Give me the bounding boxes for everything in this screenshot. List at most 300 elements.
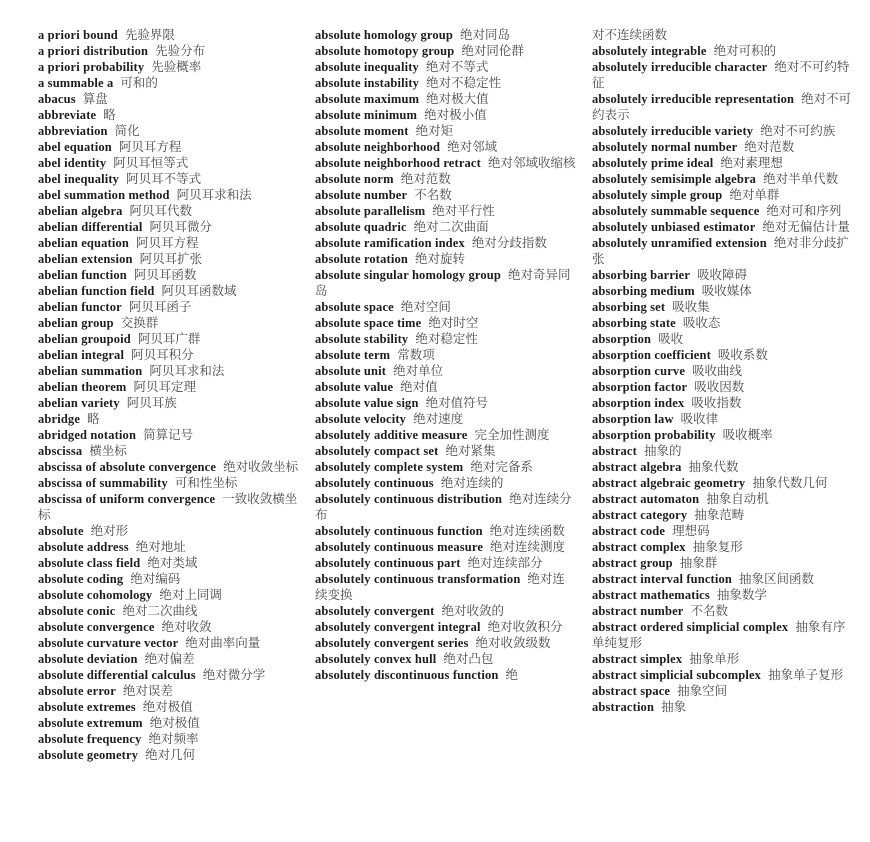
entry-term: absolute value sign xyxy=(315,396,419,410)
dictionary-entry xyxy=(38,587,299,603)
dictionary-entry xyxy=(315,267,576,299)
entry-definition: 阿贝耳求和法 xyxy=(176,188,252,202)
dictionary-entry xyxy=(315,523,576,539)
entry-term: a priori distribution xyxy=(38,44,149,58)
entry-definition: 绝对分歧指数 xyxy=(471,236,547,250)
dictionary-column-3 xyxy=(592,27,853,842)
entry-definition: 抽象自动机 xyxy=(706,492,769,506)
dictionary-entry xyxy=(315,395,576,411)
dictionary-entry xyxy=(38,363,299,379)
entry-definition: 绝对不稳定性 xyxy=(426,76,502,90)
entry-definition: 绝对收敛坐标 xyxy=(223,460,299,474)
dictionary-entry xyxy=(592,491,853,507)
entry-term: absolute velocity xyxy=(315,412,407,426)
entry-term: absolute coding xyxy=(38,572,124,586)
entry-term: abscissa of uniform convergence xyxy=(38,492,216,506)
entry-definition: 绝对速度 xyxy=(413,412,464,426)
entry-definition: 抽象有序单纯复形 xyxy=(592,620,846,650)
entry-definition: 阿贝耳函子 xyxy=(128,300,192,314)
dictionary-entry xyxy=(592,171,853,187)
entry-definition: 吸收 xyxy=(658,332,684,346)
dictionary-entry xyxy=(592,587,853,603)
dictionary-entry xyxy=(315,491,576,523)
entry-term: absolute class field xyxy=(38,556,141,570)
dictionary-entry xyxy=(592,443,853,459)
entry-term: absolutely additive measure xyxy=(315,428,468,442)
dictionary-entry xyxy=(592,155,853,171)
entry-definition: 阿贝耳代数 xyxy=(129,204,193,218)
entry-definition: 绝对二次曲线 xyxy=(122,604,198,618)
entry-definition: 绝对素理想 xyxy=(720,156,783,170)
dictionary-entry xyxy=(592,619,853,651)
entry-term: absolute error xyxy=(38,684,116,698)
entry-term: absolutely irreducible character xyxy=(592,60,768,74)
entry-term: absolutely continuous function xyxy=(315,524,483,538)
entry-term: abelian algebra xyxy=(38,204,123,218)
dictionary-entry xyxy=(38,603,299,619)
entry-definition: 绝对不等式 xyxy=(425,60,489,74)
entry-definition: 绝对连续变换 xyxy=(315,572,565,602)
entry-term: absorption coefficient xyxy=(592,348,711,362)
entry-term: a priori bound xyxy=(38,28,118,42)
entry-definition: 绝对半单代数 xyxy=(763,172,839,186)
dictionary-entry xyxy=(592,235,853,267)
entry-term: absolute inequality xyxy=(315,60,419,74)
entry-term: absolute differential calculus xyxy=(38,668,196,682)
entry-term: absolute extremes xyxy=(38,700,136,714)
entry-term: absolute deviation xyxy=(38,652,138,666)
dictionary-entry xyxy=(592,139,853,155)
entry-definition: 绝对几何 xyxy=(145,748,196,762)
dictionary-entry xyxy=(38,731,299,747)
dictionary-entry xyxy=(315,91,576,107)
entry-definition: 绝对曲率向量 xyxy=(185,636,261,650)
entry-definition: 抽象复形 xyxy=(692,540,743,554)
entry-term: abelian theorem xyxy=(38,380,127,394)
entry-term: absolute curvature vector xyxy=(38,636,179,650)
entry-definition: 吸收律 xyxy=(680,412,719,426)
dictionary-entry xyxy=(38,187,299,203)
dictionary-entry xyxy=(592,555,853,571)
entry-definition: 绝对时空 xyxy=(428,316,479,330)
entry-definition: 阿贝耳族 xyxy=(126,396,177,410)
dictionary-entry xyxy=(315,651,576,667)
dictionary-entry xyxy=(592,363,853,379)
entry-term: abelian integral xyxy=(38,348,125,362)
dictionary-entry xyxy=(38,411,299,427)
entry-definition: 吸收障碍 xyxy=(697,268,748,282)
dictionary-entry xyxy=(315,347,576,363)
dictionary-entry xyxy=(38,283,299,299)
dictionary-entry xyxy=(38,635,299,651)
entry-definition: 不名数 xyxy=(690,604,728,618)
entry-term: abelian differential xyxy=(38,220,143,234)
entry-term: absolutely normal number xyxy=(592,140,738,154)
dictionary-entry xyxy=(38,251,299,267)
entry-term: absolute value xyxy=(315,380,394,394)
entry-definition: 可和的 xyxy=(120,76,158,90)
dictionary-entry xyxy=(315,75,576,91)
entry-definition: 抽象代数 xyxy=(688,460,739,474)
entry-definition: 绝对类域 xyxy=(147,556,198,570)
entry-term: absolute conic xyxy=(38,604,116,618)
entry-definition: 绝对地址 xyxy=(135,540,186,554)
dictionary-column-1 xyxy=(38,27,299,842)
entry-term: abridge xyxy=(38,412,81,426)
entry-definition: 吸收系数 xyxy=(717,348,768,362)
dictionary-entry xyxy=(38,43,299,59)
entry-term: abstract xyxy=(592,444,637,458)
entry-definition: 绝对二次曲面 xyxy=(413,220,489,234)
entry-definition: 先验分布 xyxy=(155,44,206,58)
dictionary-entry xyxy=(38,619,299,635)
dictionary-entry xyxy=(315,379,576,395)
entry-definition: 阿贝耳求和法 xyxy=(149,364,225,378)
entry-definition: 阿贝耳微分 xyxy=(149,220,213,234)
entry-definition: 抽象数学 xyxy=(716,588,767,602)
entry-term: absolute rotation xyxy=(315,252,408,266)
dictionary-entry xyxy=(38,715,299,731)
entry-term: absolutely continuous measure xyxy=(315,540,484,554)
entry-term: abbreviation xyxy=(38,124,108,138)
entry-definition: 绝对连续部分 xyxy=(467,556,543,570)
entry-definition: 阿贝耳函数域 xyxy=(161,284,237,298)
entry-definition: 绝对凸包 xyxy=(443,652,494,666)
entry-term: absorption law xyxy=(592,412,674,426)
entry-term: abstract group xyxy=(592,556,673,570)
entry-definition: 绝对可和序列 xyxy=(766,204,842,218)
entry-term: absorbing medium xyxy=(592,284,695,298)
dictionary-entry xyxy=(592,523,853,539)
entry-definition: 吸收指数 xyxy=(691,396,742,410)
dictionary-entry xyxy=(38,395,299,411)
dictionary-entry xyxy=(38,219,299,235)
entry-definition: 抽象 xyxy=(661,700,687,714)
dictionary-entry xyxy=(315,139,576,155)
dictionary-entry xyxy=(592,699,853,715)
entry-definition: 绝对频率 xyxy=(148,732,199,746)
dictionary-entry xyxy=(592,331,853,347)
dictionary-entry xyxy=(38,203,299,219)
dictionary-column-2 xyxy=(315,27,576,842)
entry-term: absolutely simple group xyxy=(592,188,723,202)
entry-term: absolutely discontinuous function xyxy=(315,668,499,682)
entry-term: abridged notation xyxy=(38,428,137,442)
entry-definition: 绝对稳定性 xyxy=(415,332,478,346)
dictionary-entry xyxy=(315,331,576,347)
entry-definition: 吸收媒体 xyxy=(701,284,752,298)
entry-definition: 绝对邻域收缩核 xyxy=(487,156,576,170)
entry-definition: 绝对紧集 xyxy=(445,444,496,458)
entry-definition: 一致收敛横坐标 xyxy=(38,492,298,522)
entry-definition: 横坐标 xyxy=(89,444,127,458)
dictionary-entry xyxy=(315,27,576,43)
entry-term: abel equation xyxy=(38,140,112,154)
dictionary-entry xyxy=(38,267,299,283)
entry-definition: 阿贝耳扩张 xyxy=(139,252,203,266)
entry-definition: 绝对误差 xyxy=(122,684,173,698)
entry-definition: 阿贝耳广群 xyxy=(137,332,201,346)
dictionary-entry xyxy=(38,347,299,363)
dictionary-entry xyxy=(592,59,853,91)
dictionary-entry xyxy=(315,315,576,331)
entry-term: absolutely continuous xyxy=(315,476,434,490)
dictionary-entry xyxy=(592,395,853,411)
entry-term: absolute maximum xyxy=(315,92,420,106)
entry-definition: 吸收态 xyxy=(682,316,721,330)
entry-definition: 绝对极值 xyxy=(149,716,200,730)
entry-definition: 完全加性测度 xyxy=(474,428,550,442)
entry-term: absolutely unramified extension xyxy=(592,236,767,250)
dictionary-entry xyxy=(315,619,576,635)
dictionary-entry xyxy=(592,683,853,699)
entry-term: absolute stability xyxy=(315,332,409,346)
dictionary-entry xyxy=(38,747,299,763)
entry-term: abstraction xyxy=(592,700,655,714)
entry-term: absolute neighborhood xyxy=(315,140,441,154)
dictionary-entry xyxy=(38,171,299,187)
entry-definition: 先验概率 xyxy=(151,60,202,74)
dictionary-entry xyxy=(38,27,299,43)
dictionary-entry-continuation xyxy=(592,27,853,43)
entry-definition: 交换群 xyxy=(120,316,159,330)
entry-definition: 绝对极小值 xyxy=(424,108,487,122)
entry-term: abstract algebra xyxy=(592,460,682,474)
dictionary-entry xyxy=(315,411,576,427)
entry-term: absorbing state xyxy=(592,316,676,330)
entry-definition: 绝对奇异同岛 xyxy=(315,268,571,298)
entry-term: absolutely integrable xyxy=(592,44,707,58)
entry-term: absolute frequency xyxy=(38,732,142,746)
entry-definition: 抽象群 xyxy=(679,556,718,570)
dictionary-entry xyxy=(315,427,576,443)
entry-term: abelian summation xyxy=(38,364,143,378)
entry-term: abstract mathematics xyxy=(592,588,710,602)
dictionary-entry xyxy=(38,123,299,139)
entry-definition: 绝 xyxy=(505,668,518,682)
entry-term: abelian equation xyxy=(38,236,129,250)
entry-term: a summable a xyxy=(38,76,114,90)
dictionary-entry xyxy=(315,635,576,651)
dictionary-entry xyxy=(592,411,853,427)
entry-definition: 绝对收敛积分 xyxy=(487,620,563,634)
dictionary-entry xyxy=(592,459,853,475)
dictionary-entry xyxy=(592,347,853,363)
entry-term: abelian extension xyxy=(38,252,133,266)
dictionary-entry xyxy=(315,667,576,683)
dictionary-entry xyxy=(315,187,576,203)
entry-term: absolute singular homology group xyxy=(315,268,501,282)
entry-definition: 抽象单形 xyxy=(689,652,740,666)
entry-term: abbreviate xyxy=(38,108,97,122)
entry-definition: 阿贝耳积分 xyxy=(131,348,194,362)
dictionary-entry xyxy=(38,699,299,715)
entry-definition: 简化 xyxy=(114,124,140,138)
dictionary-entry xyxy=(38,155,299,171)
entry-definition: 抽象单子复形 xyxy=(768,668,844,682)
entry-term: absolute xyxy=(38,524,84,538)
entry-definition: 阿贝耳定理 xyxy=(133,380,196,394)
entry-definition: 阿贝耳函数 xyxy=(133,268,197,282)
dictionary-entry xyxy=(592,283,853,299)
entry-definition: 绝对连续分布 xyxy=(315,492,572,522)
entry-term: absolutely continuous distribution xyxy=(315,492,503,506)
dictionary-entry xyxy=(38,299,299,315)
entry-definition: 绝对收敛的 xyxy=(441,604,504,618)
entry-definition: 对不连续函数 xyxy=(592,28,668,42)
entry-term: absolutely continuous transformation xyxy=(315,572,521,586)
entry-term: a priori probability xyxy=(38,60,145,74)
entry-term: absolute unit xyxy=(315,364,387,378)
entry-term: absolute quadric xyxy=(315,220,407,234)
entry-term: absolute term xyxy=(315,348,391,362)
entry-definition: 绝对无偏估计量 xyxy=(762,220,850,234)
entry-term: absolute moment xyxy=(315,124,409,138)
entry-term: absorption probability xyxy=(592,428,716,442)
dictionary-entry xyxy=(38,555,299,571)
dictionary-entry xyxy=(592,603,853,619)
entry-term: absolute parallelism xyxy=(315,204,426,218)
entry-term: absolute space time xyxy=(315,316,422,330)
entry-term: absolute homology group xyxy=(315,28,453,42)
entry-term: abel inequality xyxy=(38,172,120,186)
entry-definition: 绝对不可约表示 xyxy=(592,92,852,122)
dictionary-entry xyxy=(38,139,299,155)
dictionary-entry xyxy=(315,299,576,315)
entry-definition: 绝对完备系 xyxy=(470,460,533,474)
dictionary-entry xyxy=(592,187,853,203)
entry-definition: 不名数 xyxy=(414,188,452,202)
entry-definition: 吸收曲线 xyxy=(692,364,743,378)
dictionary-entry xyxy=(38,235,299,251)
entry-definition: 绝对矩 xyxy=(415,124,454,138)
entry-term: abscissa of absolute convergence xyxy=(38,460,217,474)
dictionary-entry xyxy=(315,539,576,555)
entry-definition: 吸收因数 xyxy=(694,380,745,394)
dictionary-entry xyxy=(315,459,576,475)
entry-term: absolutely prime ideal xyxy=(592,156,714,170)
dictionary-entry xyxy=(38,443,299,459)
entry-term: abstract ordered simplicial complex xyxy=(592,620,789,634)
entry-term: absorption curve xyxy=(592,364,686,378)
entry-definition: 绝对空间 xyxy=(400,300,451,314)
entry-definition: 绝对收敛级数 xyxy=(475,636,551,650)
entry-definition: 抽象的 xyxy=(643,444,682,458)
entry-definition: 绝对单群 xyxy=(729,188,780,202)
dictionary-entry xyxy=(315,219,576,235)
entry-definition: 常数项 xyxy=(397,348,435,362)
entry-definition: 阿贝耳方程 xyxy=(118,140,182,154)
entry-term: absolute extremum xyxy=(38,716,143,730)
entry-definition: 可和性坐标 xyxy=(174,476,238,490)
dictionary-entry xyxy=(38,75,299,91)
entry-term: absolutely convergent series xyxy=(315,636,469,650)
dictionary-entry xyxy=(38,331,299,347)
dictionary-entry xyxy=(315,555,576,571)
entry-definition: 抽象范畴 xyxy=(694,508,745,522)
entry-term: abstract algebraic geometry xyxy=(592,476,746,490)
entry-definition: 绝对偏差 xyxy=(144,652,195,666)
entry-definition: 绝对范数 xyxy=(400,172,451,186)
entry-definition: 绝对不可约特征 xyxy=(592,60,850,90)
entry-definition: 绝对不可约族 xyxy=(760,124,836,138)
dictionary-entry xyxy=(315,59,576,75)
dictionary-entry xyxy=(315,363,576,379)
entry-definition: 阿贝耳不等式 xyxy=(126,172,202,186)
entry-term: absolute norm xyxy=(315,172,394,186)
entry-definition: 抽象空间 xyxy=(677,684,728,698)
entry-term: absolutely convergent xyxy=(315,604,435,618)
entry-term: abelian function field xyxy=(38,284,155,298)
dictionary-entry xyxy=(592,91,853,123)
entry-term: absolute cohomology xyxy=(38,588,153,602)
entry-definition: 抽象代数几何 xyxy=(752,476,828,490)
entry-term: abstract complex xyxy=(592,540,686,554)
entry-definition: 略 xyxy=(103,108,116,122)
entry-term: absolutely summable sequence xyxy=(592,204,760,218)
dictionary-entry xyxy=(592,427,853,443)
dictionary-entry xyxy=(315,475,576,491)
entry-definition: 抽象区间函数 xyxy=(739,572,815,586)
entry-definition: 绝对上同调 xyxy=(159,588,222,602)
entry-definition: 算盘 xyxy=(82,92,108,106)
dictionary-entry xyxy=(592,43,853,59)
entry-term: abstract code xyxy=(592,524,666,538)
dictionary-entry xyxy=(38,59,299,75)
entry-term: abelian variety xyxy=(38,396,120,410)
dictionary-entry xyxy=(592,123,853,139)
dictionary-entry xyxy=(592,667,853,683)
entry-definition: 绝对极值 xyxy=(142,700,193,714)
entry-definition: 简算记号 xyxy=(143,428,194,442)
entry-term: abelian function xyxy=(38,268,127,282)
entry-term: abstract simplex xyxy=(592,652,683,666)
dictionary-entry xyxy=(38,651,299,667)
dictionary-entry xyxy=(592,299,853,315)
entry-term: abscissa xyxy=(38,444,83,458)
dictionary-entry xyxy=(38,315,299,331)
entry-term: abelian group xyxy=(38,316,114,330)
entry-definition: 阿贝耳恒等式 xyxy=(113,156,189,170)
entry-term: abstract category xyxy=(592,508,688,522)
entry-definition: 绝对旋转 xyxy=(414,252,465,266)
entry-definition: 绝对连续函数 xyxy=(489,524,565,538)
dictionary-entry xyxy=(592,203,853,219)
entry-definition: 吸收概率 xyxy=(722,428,773,442)
entry-term: absolutely unbiased estimator xyxy=(592,220,756,234)
dictionary-entry xyxy=(38,107,299,123)
dictionary-entry xyxy=(315,155,576,171)
entry-term: absolute number xyxy=(315,188,408,202)
entry-definition: 绝对收敛 xyxy=(161,620,212,634)
entry-term: absolutely complete system xyxy=(315,460,464,474)
dictionary-entry xyxy=(592,651,853,667)
entry-term: absolutely convergent integral xyxy=(315,620,481,634)
entry-definition: 阿贝耳方程 xyxy=(135,236,199,250)
entry-definition: 绝对同伦群 xyxy=(461,44,524,58)
entry-definition: 绝对值符号 xyxy=(425,396,489,410)
entry-definition: 绝对同岛 xyxy=(459,28,510,42)
entry-term: absorption factor xyxy=(592,380,688,394)
entry-term: abacus xyxy=(38,92,76,106)
entry-definition: 吸收集 xyxy=(672,300,710,314)
entry-definition: 绝对可积的 xyxy=(713,44,777,58)
entry-term: absolutely continuous part xyxy=(315,556,461,570)
entry-term: absolute ramification index xyxy=(315,236,465,250)
entry-term: absorbing barrier xyxy=(592,268,691,282)
dictionary-entry xyxy=(315,603,576,619)
dictionary-entry xyxy=(592,267,853,283)
